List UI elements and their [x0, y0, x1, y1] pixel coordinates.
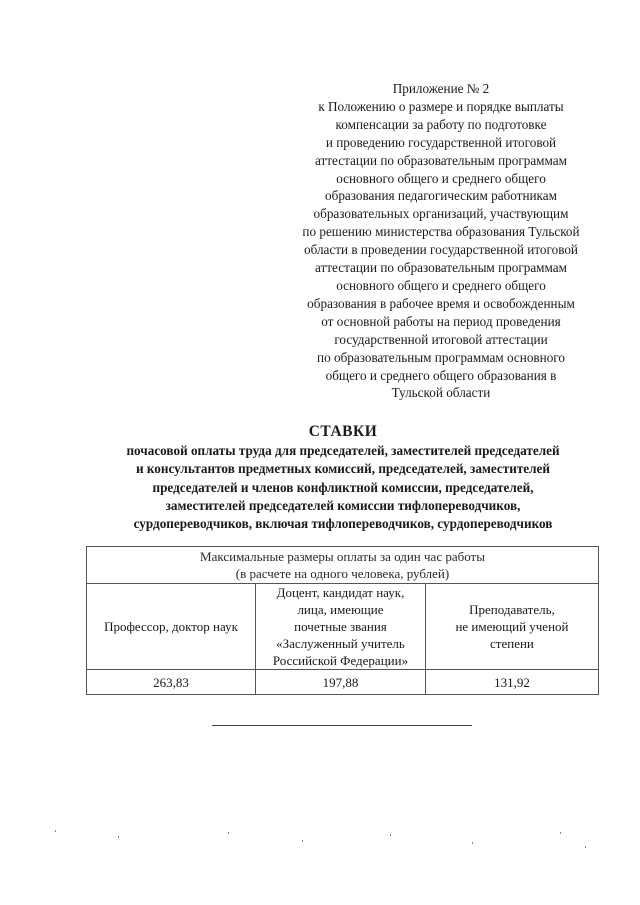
appendix-line: образования в рабочее время и освобожденным	[307, 295, 575, 311]
rate-value-teacher: 131,92	[425, 670, 598, 695]
scan-dot	[228, 832, 229, 834]
appendix-line: основного общего и среднего общего	[336, 170, 546, 186]
column-header-line: лица, имеющие	[297, 602, 384, 617]
column-header-line: почетные звания	[294, 619, 387, 634]
scan-dot	[55, 830, 56, 832]
appendix-line: аттестации по образовательным программам	[315, 260, 567, 276]
subtitle-line: сурдопереводчиков, включая тифлопереводчиков, сурдопереводчиков	[133, 516, 553, 532]
rate-value-professor: 263,83	[87, 670, 256, 695]
scan-dot	[302, 840, 303, 842]
scan-dot	[118, 836, 119, 838]
appendix-line: от основной работы на период проведения	[321, 313, 561, 329]
appendix-line: общего и среднего общего образования в	[325, 367, 557, 383]
closing-divider	[212, 725, 472, 726]
appendix-line: к Положению о размере и порядке выплаты	[318, 98, 564, 114]
subtitle-line: почасовой оплаты труда для председателей, заместителей председателей	[126, 443, 560, 458]
rates-table	[86, 546, 599, 695]
appendix-line: образовательных организаций, участвующим	[313, 206, 569, 222]
rate-value-docent: 197,88	[256, 670, 426, 695]
appendix-line: государственной итоговой аттестации	[334, 331, 548, 347]
table-main-header	[87, 547, 599, 584]
subtitle-line: заместителей председателей комиссии тифлопереводчиков,	[165, 497, 521, 513]
column-header-line: Российской Федерации»	[272, 653, 409, 668]
column-header-line: «Заслуженный учитель	[276, 636, 405, 651]
scan-dot	[585, 846, 586, 848]
table-row	[87, 670, 599, 695]
appendix-line: компенсации за работу по подготовке	[335, 116, 547, 132]
table-header-line: (в расчете на одного человека, рублей)	[235, 566, 450, 581]
column-header-line: Профессор, доктор наук	[104, 619, 238, 634]
appendix-line: образования педагогическим работникам	[325, 188, 557, 204]
subtitle-line: и консультантов предметных комиссий, председателей, заместителей	[135, 461, 551, 477]
appendix-line: по образовательным программам основного	[317, 349, 565, 365]
scan-dot	[390, 834, 391, 836]
column-header-line: степени	[490, 636, 534, 651]
appendix-line: по решению министерства образования Тульской	[302, 224, 580, 240]
appendix-line: и проведению государственной итоговой	[325, 134, 557, 150]
document-title: СТАВКИ	[308, 423, 378, 440]
subtitle-line: председателей и членов конфликтной комиссии, председателей,	[152, 479, 534, 495]
column-header-line: не имеющий ученой	[455, 619, 569, 634]
column-header-docent	[256, 584, 426, 670]
column-header-line: Преподаватель,	[469, 602, 555, 617]
scan-dot	[560, 832, 561, 834]
appendix-line: аттестации по образовательным программам	[315, 152, 567, 168]
appendix-line: Тульской области	[391, 385, 491, 401]
column-header-teacher	[425, 584, 598, 670]
scan-dot	[472, 842, 473, 844]
table-header-line: Максимальные размеры оплаты за один час работы	[200, 549, 485, 564]
column-header-professor	[87, 584, 256, 670]
appendix-block	[278, 80, 604, 402]
appendix-line: области в проведении государственной итоговой	[304, 242, 578, 258]
document-subtitle	[80, 442, 606, 533]
appendix-line: Приложение № 2	[392, 81, 490, 96]
appendix-line: основного общего и среднего общего	[336, 277, 546, 293]
scan-artifacts	[40, 826, 600, 856]
column-header-line: Доцент, кандидат наук,	[276, 585, 405, 600]
